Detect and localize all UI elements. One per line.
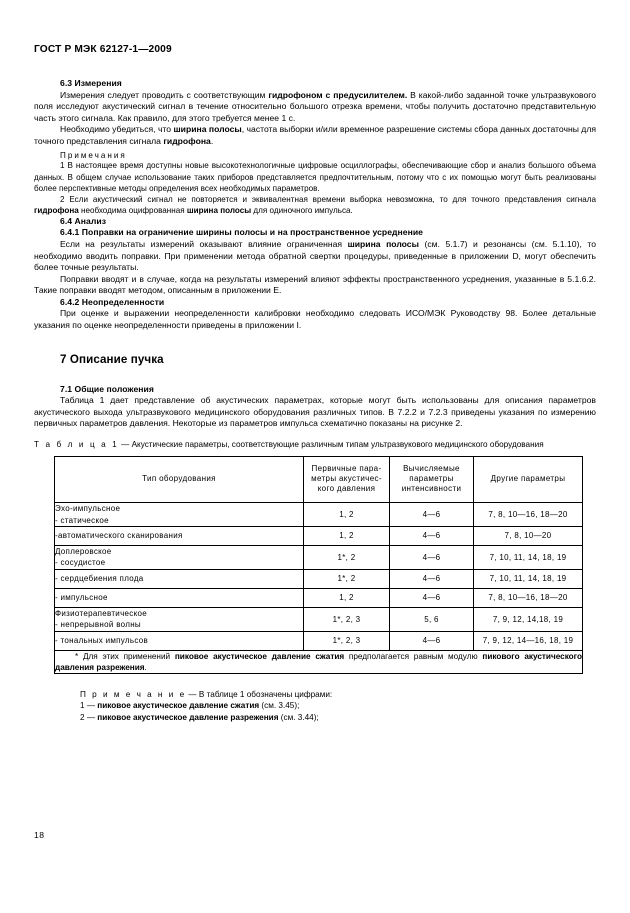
table-row	[55, 503, 583, 527]
cell-intensity: 4—6	[390, 526, 474, 545]
cell-equipment-type	[55, 526, 304, 545]
cell-primary: 1*, 2	[304, 569, 390, 588]
para-6-4-1-1-part-c: (см. 5.1.7) и резонансы (см. 5.1.10), то необходимо вводить поправки. При применении метода обратной свертки процедуры, приведенные в приложении D, могут обеспечить более точные результаты.	[34, 238, 596, 273]
document-header: ГОСТ Р МЭК 62127-1—2009	[34, 44, 172, 55]
note-item-0-tail: (см. 3.45);	[259, 701, 300, 711]
heading-6-4-1: 6.4.1 Поправки на ограничение ширины полосы и на пространственное усреднение	[60, 227, 424, 238]
heading-6-4-2: 6.4.2 Неопределенности	[60, 296, 165, 307]
table-row	[55, 631, 583, 650]
cell-intensity: 4—6	[390, 545, 474, 569]
col2-line2: метры акустичес-	[311, 473, 382, 483]
note-1: 1 В настоящее время доступны новые высокотехнологичные цифровые осциллографы, обеспечивающие сбор и анализ большого объема данных. В общем случае использование таких приборов представляется предпочтительным, потому что с их помощью могут быть реализованы более перспективные методы определения всех необходимых параметров.	[34, 161, 596, 193]
row5-type-line1: Физиотерапевтическое	[55, 608, 147, 618]
term-hydrophone-preamp: гидрофоном с предусилителем.	[268, 89, 408, 100]
paragraph-6-3-2	[34, 124, 596, 147]
column-header-other-parameters	[474, 457, 583, 503]
row4-type-line1: - импульсное	[55, 593, 108, 603]
table-row	[55, 545, 583, 569]
cell-other: 7, 8, 10—20	[474, 526, 583, 545]
cell-primary: 1, 2	[304, 588, 390, 607]
col3-line1: Вычисляемые	[403, 463, 460, 473]
heading-6-4: 6.4 Анализ	[60, 215, 107, 226]
cell-other: 7, 10, 11, 14, 18, 19	[474, 569, 583, 588]
row1-type-line1: -автоматического сканирования	[55, 531, 183, 541]
cell-equipment-type	[55, 545, 304, 569]
col3-line2: параметры	[409, 473, 454, 483]
document-content	[34, 78, 596, 723]
table-header-row	[55, 457, 583, 503]
para-6-3-1-part-a: Измерения следует проводить с соответствующим	[60, 89, 269, 100]
page-number: 18	[34, 830, 45, 840]
cell-other: 7, 10, 11, 14, 18, 19	[474, 545, 583, 569]
note-2-part-c: необходима оцифрованная	[78, 205, 187, 215]
heading-7: 7 Описание пучка	[60, 352, 164, 366]
para-6-3-2-part-c: , частота выборки и/или временное разрешение системы сбора данных достаточны для точного представления сигнала	[34, 124, 596, 146]
table-row	[55, 588, 583, 607]
note-2-part-a: 2 Если акустический сигнал не повторяется и эквивалентная времени выборка невозможна, то для точного представления сигнала	[60, 194, 596, 204]
paragraph-6-3-1	[34, 90, 596, 125]
para-6-3-2-part-a: Необходимо убедиться, что	[60, 124, 174, 135]
cell-primary: 1, 2	[304, 526, 390, 545]
column-header-equipment-type	[55, 457, 304, 503]
col4-line1: Другие параметры	[490, 473, 566, 483]
final-note-intro	[54, 689, 582, 700]
column-header-intensity	[390, 457, 474, 503]
cell-intensity: 4—6	[390, 631, 474, 650]
cell-intensity: 4—6	[390, 588, 474, 607]
footnote-part-a: * Для этих применений	[75, 651, 175, 661]
row0-type-line2: - статическое	[55, 515, 109, 525]
col1-line1: Тип оборудования	[142, 473, 216, 483]
para-6-3-2-part-e: .	[210, 135, 214, 146]
term-bandwidth-1: ширина полосы	[173, 124, 242, 135]
table-footnote	[55, 650, 583, 673]
para-6-4-1-1-part-a: Если на результаты измерений оказывают влияние ограниченная	[60, 238, 348, 249]
final-note-item	[54, 712, 582, 723]
note-2	[34, 194, 596, 216]
note-item-0-num: 1 —	[80, 701, 98, 711]
paragraph-6-4-2-1: При оценке и выражении неопределенности калибровки необходимо следовать ИСО/МЭК Руководству 98. Более детальные указания по оценке неопределенности приведены в приложении I.	[34, 308, 596, 330]
cell-other: 7, 8, 10—16, 18—20	[474, 588, 583, 607]
para-6-3-1-part-c: В какой-либо заданной точке ультразвукового поля исследуют акустический сигнал в течение относительно большого отрезка времени, чтобы получить достаточно представительную часть этого сигнала. Как правило, для этого требуется менее 1 с.	[34, 89, 597, 123]
cell-primary: 1*, 2	[304, 545, 390, 569]
paragraph-7-1-1: Таблица 1 дает представление об акустических параметрах, которые могут быть использованы для описания параметров акустического выхода ультразвукового медицинского оборудования различных типов. В 7.2.2 и 7.2.3 приведены указания по измерению первичных параметров давления. Некоторые из параметров импульса схематично показаны на рисунке 2.	[34, 395, 596, 429]
note-2-part-e: для одиночного импульса.	[251, 205, 353, 215]
table-caption-text: — Акустические параметры, соответствующие различным типам ультразвукового медицинского оборудования	[118, 439, 544, 449]
table-caption	[34, 439, 596, 450]
cell-equipment-type	[55, 588, 304, 607]
final-note-label: П р и м е ч а н и е	[80, 690, 187, 700]
term-bandwidth-3: ширина полосы	[347, 238, 419, 249]
final-note-intro-text: — В таблице 1 обозначены цифрами:	[186, 690, 333, 700]
row0-type-line1: Эхо-импульсное	[55, 504, 121, 514]
heading-7-1: 7.1 Общие положения	[60, 383, 154, 394]
row2-type-line2: - сосудистое	[55, 558, 106, 568]
footnote-part-e: .	[144, 662, 147, 672]
heading-6-3: 6.3 Измерения	[60, 78, 122, 88]
note-item-1-tail: (см. 3.44);	[278, 712, 319, 722]
col2-line1: Первичные пара-	[311, 463, 382, 473]
cell-other: 7, 9, 12, 14—16, 18, 19	[474, 631, 583, 650]
final-note-block	[54, 689, 582, 723]
row5-type-line2: - непрерывной волны	[55, 620, 141, 630]
table-footnote-row	[55, 650, 583, 673]
notes-label: Примечания	[60, 151, 127, 161]
footnote-content	[55, 651, 582, 673]
term-hydrophone-1: гидрофона	[163, 135, 211, 146]
paragraph-6-4-1-2: Поправки вводят и в случае, когда на результаты измерений влияют эффекты пространственного усреднения, указанные в 5.1.6.2. Такие поправки вводят методом, описанным в приложении E.	[34, 273, 596, 296]
col2-line3: кого давления	[317, 484, 376, 494]
cell-primary: 1*, 2, 3	[304, 607, 390, 631]
term-hydrophone-2: гидрофона	[34, 205, 79, 215]
col3-line3: интенсивности	[401, 484, 462, 494]
cell-intensity: 4—6	[390, 503, 474, 527]
final-note-item	[54, 700, 582, 711]
cell-intensity: 4—6	[390, 569, 474, 588]
table-row	[55, 526, 583, 545]
term-peak-compression-pressure-2: пиковое акустическое давление сжатия	[97, 701, 260, 711]
cell-equipment-type	[55, 631, 304, 650]
note-item-1-num: 2 —	[80, 712, 98, 722]
table-body	[55, 503, 583, 674]
term-peak-rarefaction-pressure-2: пиковое акустическое давление разрежения	[97, 712, 279, 722]
term-peak-rarefaction-pressure-1: пикового акустического давления разрежения	[55, 651, 582, 672]
table-caption-label: Т а б л и ц а 1	[34, 439, 119, 449]
cell-primary: 1, 2	[304, 503, 390, 527]
cell-primary: 1*, 2, 3	[304, 631, 390, 650]
cell-other: 7, 9, 12, 14,18, 19	[474, 607, 583, 631]
table-header	[55, 457, 583, 503]
cell-equipment-type	[55, 569, 304, 588]
column-header-primary-pressure	[304, 457, 390, 503]
row2-type-line1: Доплеровское	[55, 546, 112, 556]
cell-equipment-type	[55, 503, 304, 527]
table-row	[55, 607, 583, 631]
cell-intensity: 5, 6	[390, 607, 474, 631]
cell-equipment-type	[55, 607, 304, 631]
term-peak-compression-pressure-1: пиковое акустическое давление сжатия	[174, 651, 345, 661]
table-1-acoustic-parameters	[54, 456, 583, 674]
paragraph-6-4-1-1	[34, 239, 596, 274]
table-row	[55, 569, 583, 588]
cell-other: 7, 8, 10—16, 18—20	[474, 503, 583, 527]
footnote-part-c: предполагается равным модулю	[344, 651, 483, 661]
row3-type-line1: - сердцебиения плода	[55, 574, 144, 584]
term-bandwidth-2: ширина полосы	[186, 205, 252, 215]
row6-type-line1: - тональных импульсов	[55, 635, 149, 645]
